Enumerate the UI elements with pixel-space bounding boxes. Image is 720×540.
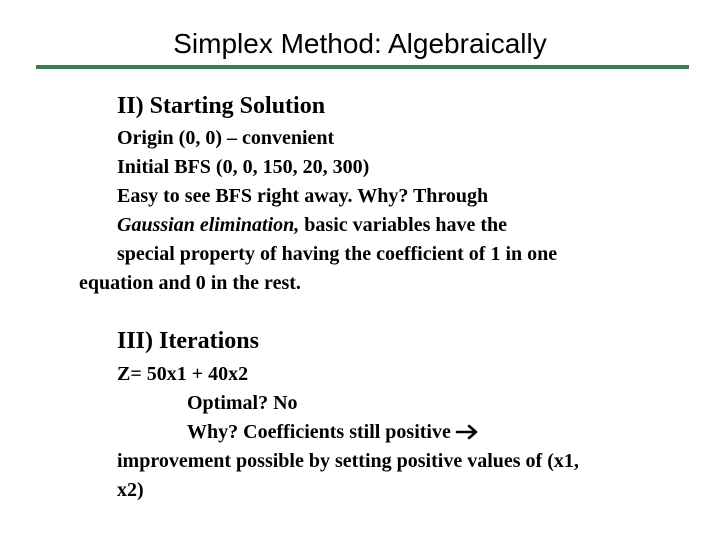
objective-function: Z= 50x1 + 40x2 [117,363,249,385]
body-line: x2) [117,479,144,501]
body-line: Origin (0, 0) – convenient [117,127,335,149]
right-arrow-icon [455,424,481,440]
body-line [187,420,481,444]
body-line: special property of having the coefficient of 1 in one [117,243,558,265]
slide-title: Simplex Method: Algebraically [173,28,547,59]
body-line: Easy to see BFS right away. Why? Through [117,185,489,207]
section-heading-iterations: III) Iterations [117,328,259,354]
body-line-text: Why? Coefficients still positive [187,421,451,443]
gaussian-elimination-term: Gaussian elimination, [117,214,300,236]
body-line: improvement possible by setting positive values of (x1, [117,450,579,472]
body-line: equation and 0 in the rest. [79,272,301,294]
section-heading-starting-solution: II) Starting Solution [117,93,326,119]
body-line: Optimal? No [187,392,298,414]
title-underline [36,65,689,69]
body-line-continuation: basic variables have the [299,214,508,236]
body-line: Initial BFS (0, 0, 150, 20, 300) [117,156,370,178]
body-line [117,213,507,237]
